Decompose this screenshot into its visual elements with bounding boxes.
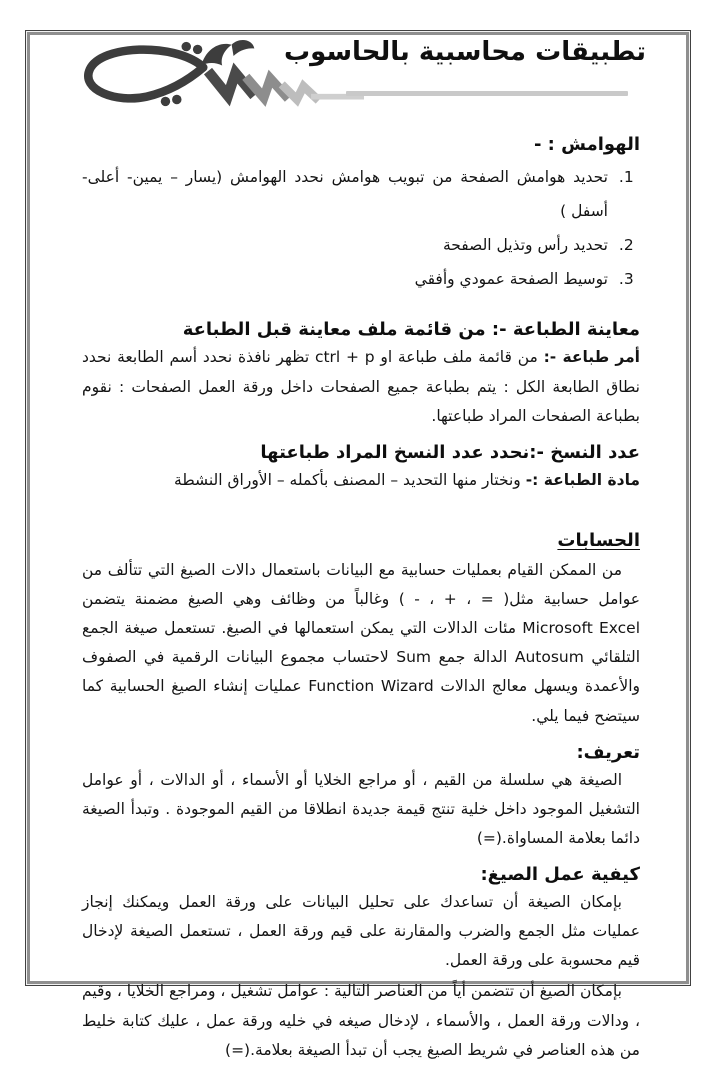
section-calculations — [82, 527, 640, 731]
section-margins — [82, 131, 640, 296]
print-preview-paragraph — [82, 343, 640, 430]
margins-list-item: 2. تحديد رأس وتذيل الصفحة — [82, 228, 614, 262]
margins-list-item: 1. تحديد هوامش الصفحة من تبويب هوامش نحدد الهوامش (يسار – يمين- أعلى-أسفل ) — [82, 160, 614, 228]
page-border-frame — [25, 30, 691, 1059]
print-material-label: مادة الطباعة :- — [525, 470, 640, 489]
copies-heading: عدد النسخ -:نحدد عدد النسخ المراد طباعتها — [260, 441, 640, 463]
section-how-formulas-work — [82, 861, 640, 1065]
section-print-preview — [82, 316, 640, 430]
copies-paragraph — [82, 466, 640, 495]
how-formulas-paragraph-1: بإمكان الصيغة أن تساعدك على تحليل البيانات على ورقة العمل ويمكنك إنجاز عمليات مثل الجمع والضرب والمقارنة على قيم ورقة العمل ، تستعمل الصيغة لإدخال قيم محسوبة على ورقة العمل. — [82, 893, 640, 970]
print-command-label: أمر طباعة -: — [543, 348, 640, 367]
title-underline — [346, 91, 628, 96]
how-formulas-heading: كيفية عمل الصيغ: — [480, 864, 640, 885]
definition-heading: تعريف: — [576, 741, 640, 763]
print-preview-text: من قائمة ملف طباعة او ctrl + p تظهر نافذة نحدد أسم الطابعة نحدد نطاق الطابعة الكل : يتم بطباعة جميع الصفحات داخل ورقة العمل الصفحات : نقوم بطباعة الصفحات المراد طباعتها. — [82, 348, 640, 425]
copies-text: ونختار منها التحديد – المصنف بأكمله – الأوراق النشطة — [174, 470, 521, 489]
calculations-paragraph: من الممكن القيام بعمليات حسابية مع البيانات باستعمال دالات الصيغ التي تتألف من عوامل حسابية مثل( = ، + ، - ) وغالباً من وظائف وهي الصيغ مضمنة يتضمن Microsoft Excel مئات الدالات التي يمكن استعمالها في الصيغ. تستعمل صيغة الجمع التلقائي Autosum الدالة جمع Sum لاحتساب مجموع البيانات الرقمية في الصفوف والأعمدة ويسهل معالج الدالات Function Wizard عمليات إنشاء الصيغ الحسابية كما سيتضح فيما يلي. — [82, 560, 641, 725]
margins-list — [82, 160, 614, 296]
print-preview-heading: معاينة الطباعة -: من قائمة ملف معاينة قبل الطباعة — [182, 319, 640, 341]
document-title: تطبيقات محاسبية بالحاسوب — [284, 37, 646, 67]
definition-paragraph: الصيغة هي سلسلة من القيم ، أو مراجع الخلايا أو الأسماء ، أو الدالات ، أو عوامل التشغيل الموجود داخل خلية تنتج قيمة جديدة انطلاقا من القيم الموجودة . وتبدأ الصيغة دائما بعلامة المساواة.(=) — [82, 770, 640, 847]
margins-list-item: 3. توسيط الصفحة عمودي وأفقي — [82, 262, 614, 296]
section-definition — [82, 739, 640, 853]
document-body — [26, 131, 690, 1065]
document-header — [26, 31, 690, 105]
how-formulas-paragraph-2: بإمكان الصيغ أن تتضمن أياً من العناصر التالية : عوامل تشغيل ، ومراجع الخلايا ، وقيم ، ودالات ورقة العمل ، والأسماء ، لإدخال صيغه في خليه ورقة عمل ، عليك كتابة خليط من هذه العناصر في شريط الصيغ يجب أن تبدأ الصيغة بعلامة.(=) — [82, 982, 640, 1059]
section-copies-count — [82, 439, 640, 495]
calculations-heading: الحسابات — [557, 529, 640, 551]
margins-heading: الهوامش : - — [533, 134, 640, 155]
